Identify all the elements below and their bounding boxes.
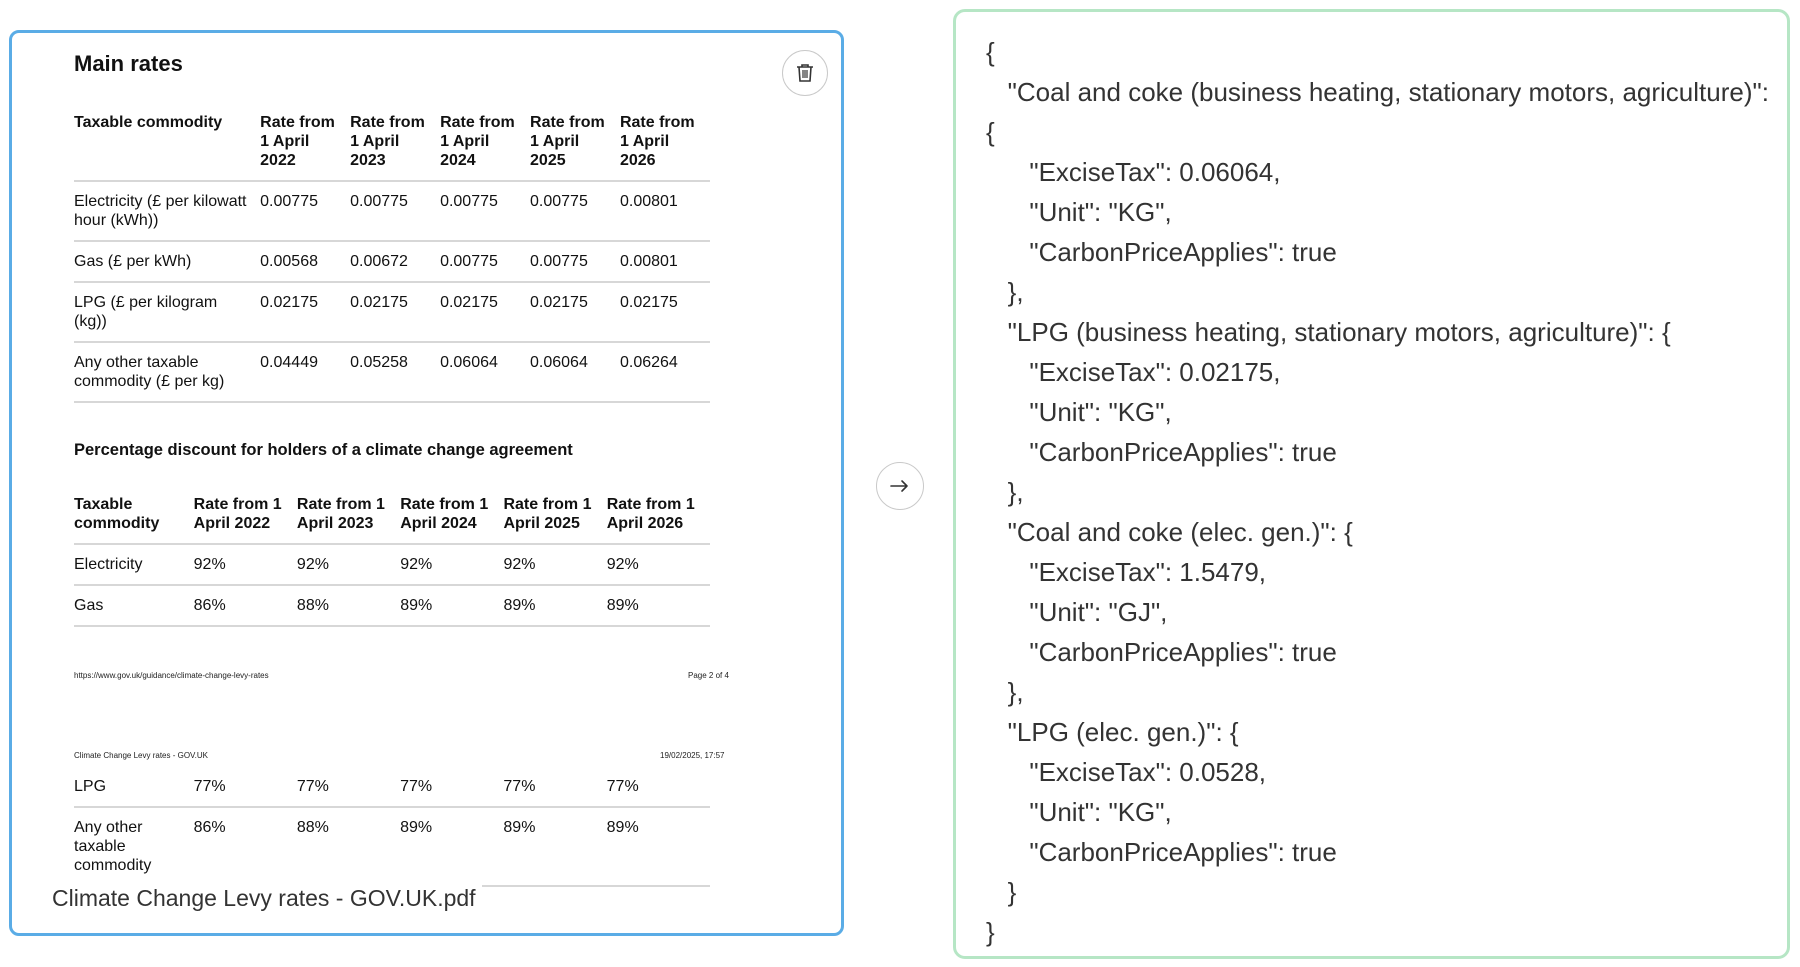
table-cell: LPG [74, 778, 107, 795]
table-cell: 92% [297, 544, 400, 585]
table-cell: 0.00775 [530, 241, 620, 282]
table-cell: 0.02175 [260, 282, 350, 342]
table-cell: 0.00775 [350, 181, 440, 241]
column-header: Rate from 1 April 2024 [400, 496, 489, 532]
table-cell: 0.00775 [530, 181, 620, 241]
table-cell: 89% [400, 585, 503, 626]
table-cell: 88% [297, 807, 400, 886]
table-cell: 0.06264 [620, 342, 710, 402]
column-header: Taxable commodity [74, 114, 223, 131]
table-cell: 0.00775 [440, 181, 530, 241]
table-cell: 0.02175 [530, 282, 620, 342]
table-cell: 0.00775 [440, 241, 530, 282]
table-cell: 77% [400, 778, 433, 795]
table-row [74, 282, 710, 342]
table-cell: 88% [297, 585, 400, 626]
table-cell: 92% [400, 544, 503, 585]
json-output-panel [953, 9, 1790, 959]
table-cell: 0.00568 [260, 241, 350, 282]
column-header: Rate from 1 April 2023 [350, 114, 425, 169]
table-cell: 0.06064 [440, 342, 530, 402]
table-cell: 89% [503, 807, 606, 886]
column-header: Rate from 1 April 2022 [260, 114, 335, 169]
table-cell: Gas (£ per kWh) [74, 241, 260, 282]
document-filename: Climate Change Levy rates - GOV.UK.pdf [52, 885, 482, 912]
table-cell: 0.00801 [620, 181, 710, 241]
main-rates-table [74, 113, 710, 403]
table-cell: 92% [194, 544, 297, 585]
table-cell: 77% [193, 778, 226, 795]
document-preview-card[interactable] [9, 30, 844, 936]
table-cell: 0.05258 [350, 342, 440, 402]
table-cell: 92% [607, 544, 710, 585]
table-row [74, 241, 710, 282]
table-cell: 89% [607, 585, 710, 626]
column-header: Taxable commodity [74, 496, 160, 532]
table-cell: Electricity (£ per kilowatt hour (kWh)) [74, 181, 260, 241]
column-header: Rate from 1 April 2023 [296, 496, 385, 532]
table-cell: 77% [503, 778, 536, 795]
table-cell: 0.00775 [260, 181, 350, 241]
table-cell: 0.02175 [350, 282, 440, 342]
column-header: Rate from 1 April 2024 [440, 114, 515, 169]
delete-button[interactable] [782, 50, 828, 96]
discount-table-continued [74, 767, 710, 887]
table-header-row [74, 495, 710, 544]
discount-table [74, 495, 710, 627]
table-row [74, 807, 710, 886]
table-cell: Any other taxable commodity [74, 807, 194, 886]
table-row [74, 585, 710, 626]
table-cell: 0.00801 [620, 241, 710, 282]
table-cell: 0.02175 [620, 282, 710, 342]
column-header: Rate from 1 April 2026 [619, 114, 695, 169]
table-cell: LPG (£ per kilogram (kg)) [74, 282, 260, 342]
discount-heading: Percentage discount for holders of a climate change agreement [74, 441, 573, 459]
table-cell: 0.06064 [530, 342, 620, 402]
table-cell: Any other taxable commodity (£ per kg) [74, 342, 260, 402]
table-header-row [74, 113, 710, 181]
page-header-datetime: 19/02/2025, 17:57 [660, 751, 725, 760]
table-cell: Electricity [74, 544, 194, 585]
page-footer-url: https://www.gov.uk/guidance/climate-change-levy-rates [74, 671, 269, 680]
table-cell: 89% [400, 807, 503, 886]
table-row [74, 181, 710, 241]
table-cell: 86% [194, 807, 297, 886]
table-cell: 92% [503, 544, 606, 585]
arrow-right-icon [890, 479, 910, 493]
table-row [74, 544, 710, 585]
table-cell: 89% [503, 585, 606, 626]
table-row [74, 767, 710, 807]
column-header: Rate from 1 April 2025 [503, 496, 592, 532]
table-cell: 86% [194, 585, 297, 626]
table-cell: 0.02175 [440, 282, 530, 342]
page-title: Main rates [74, 51, 183, 76]
convert-arrow-button[interactable] [876, 462, 924, 510]
column-header: Rate from 1 April 2022 [193, 496, 282, 532]
table-row [74, 342, 710, 402]
table-cell: 0.04449 [260, 342, 350, 402]
page-footer-number: Page 2 of 4 [688, 671, 729, 680]
table-cell: 77% [296, 778, 329, 795]
json-output-text: { "Coal and coke (business heating, stationary motors, agriculture)": { "ExciseTax": 0.06064, "Unit": "KG", "CarbonPriceApplies": true }, "LPG (business heating, stationary motors, agriculture)": { "ExciseTax": 0.02175, "Unit": "KG", "CarbonPriceApplies": true }, "Coal and coke (elec. gen.)": { "ExciseTax": 1.5479, "Unit": "GJ", "CarbonPriceApplies": true }, "LPG (elec. gen.)": { "ExciseTax": 0.0528, "Unit": "KG", "CarbonPriceApplies": true } } [986, 37, 1769, 947]
trash-icon [796, 63, 814, 83]
column-header: Rate from 1 April 2025 [530, 114, 605, 169]
table-cell: 77% [606, 778, 639, 795]
table-cell: 89% [607, 807, 710, 886]
table-cell: 0.00672 [350, 241, 440, 282]
page-header-title: Climate Change Levy rates - GOV.UK [74, 751, 208, 760]
column-header: Rate from 1 April 2026 [606, 496, 695, 532]
table-cell: Gas [74, 585, 194, 626]
